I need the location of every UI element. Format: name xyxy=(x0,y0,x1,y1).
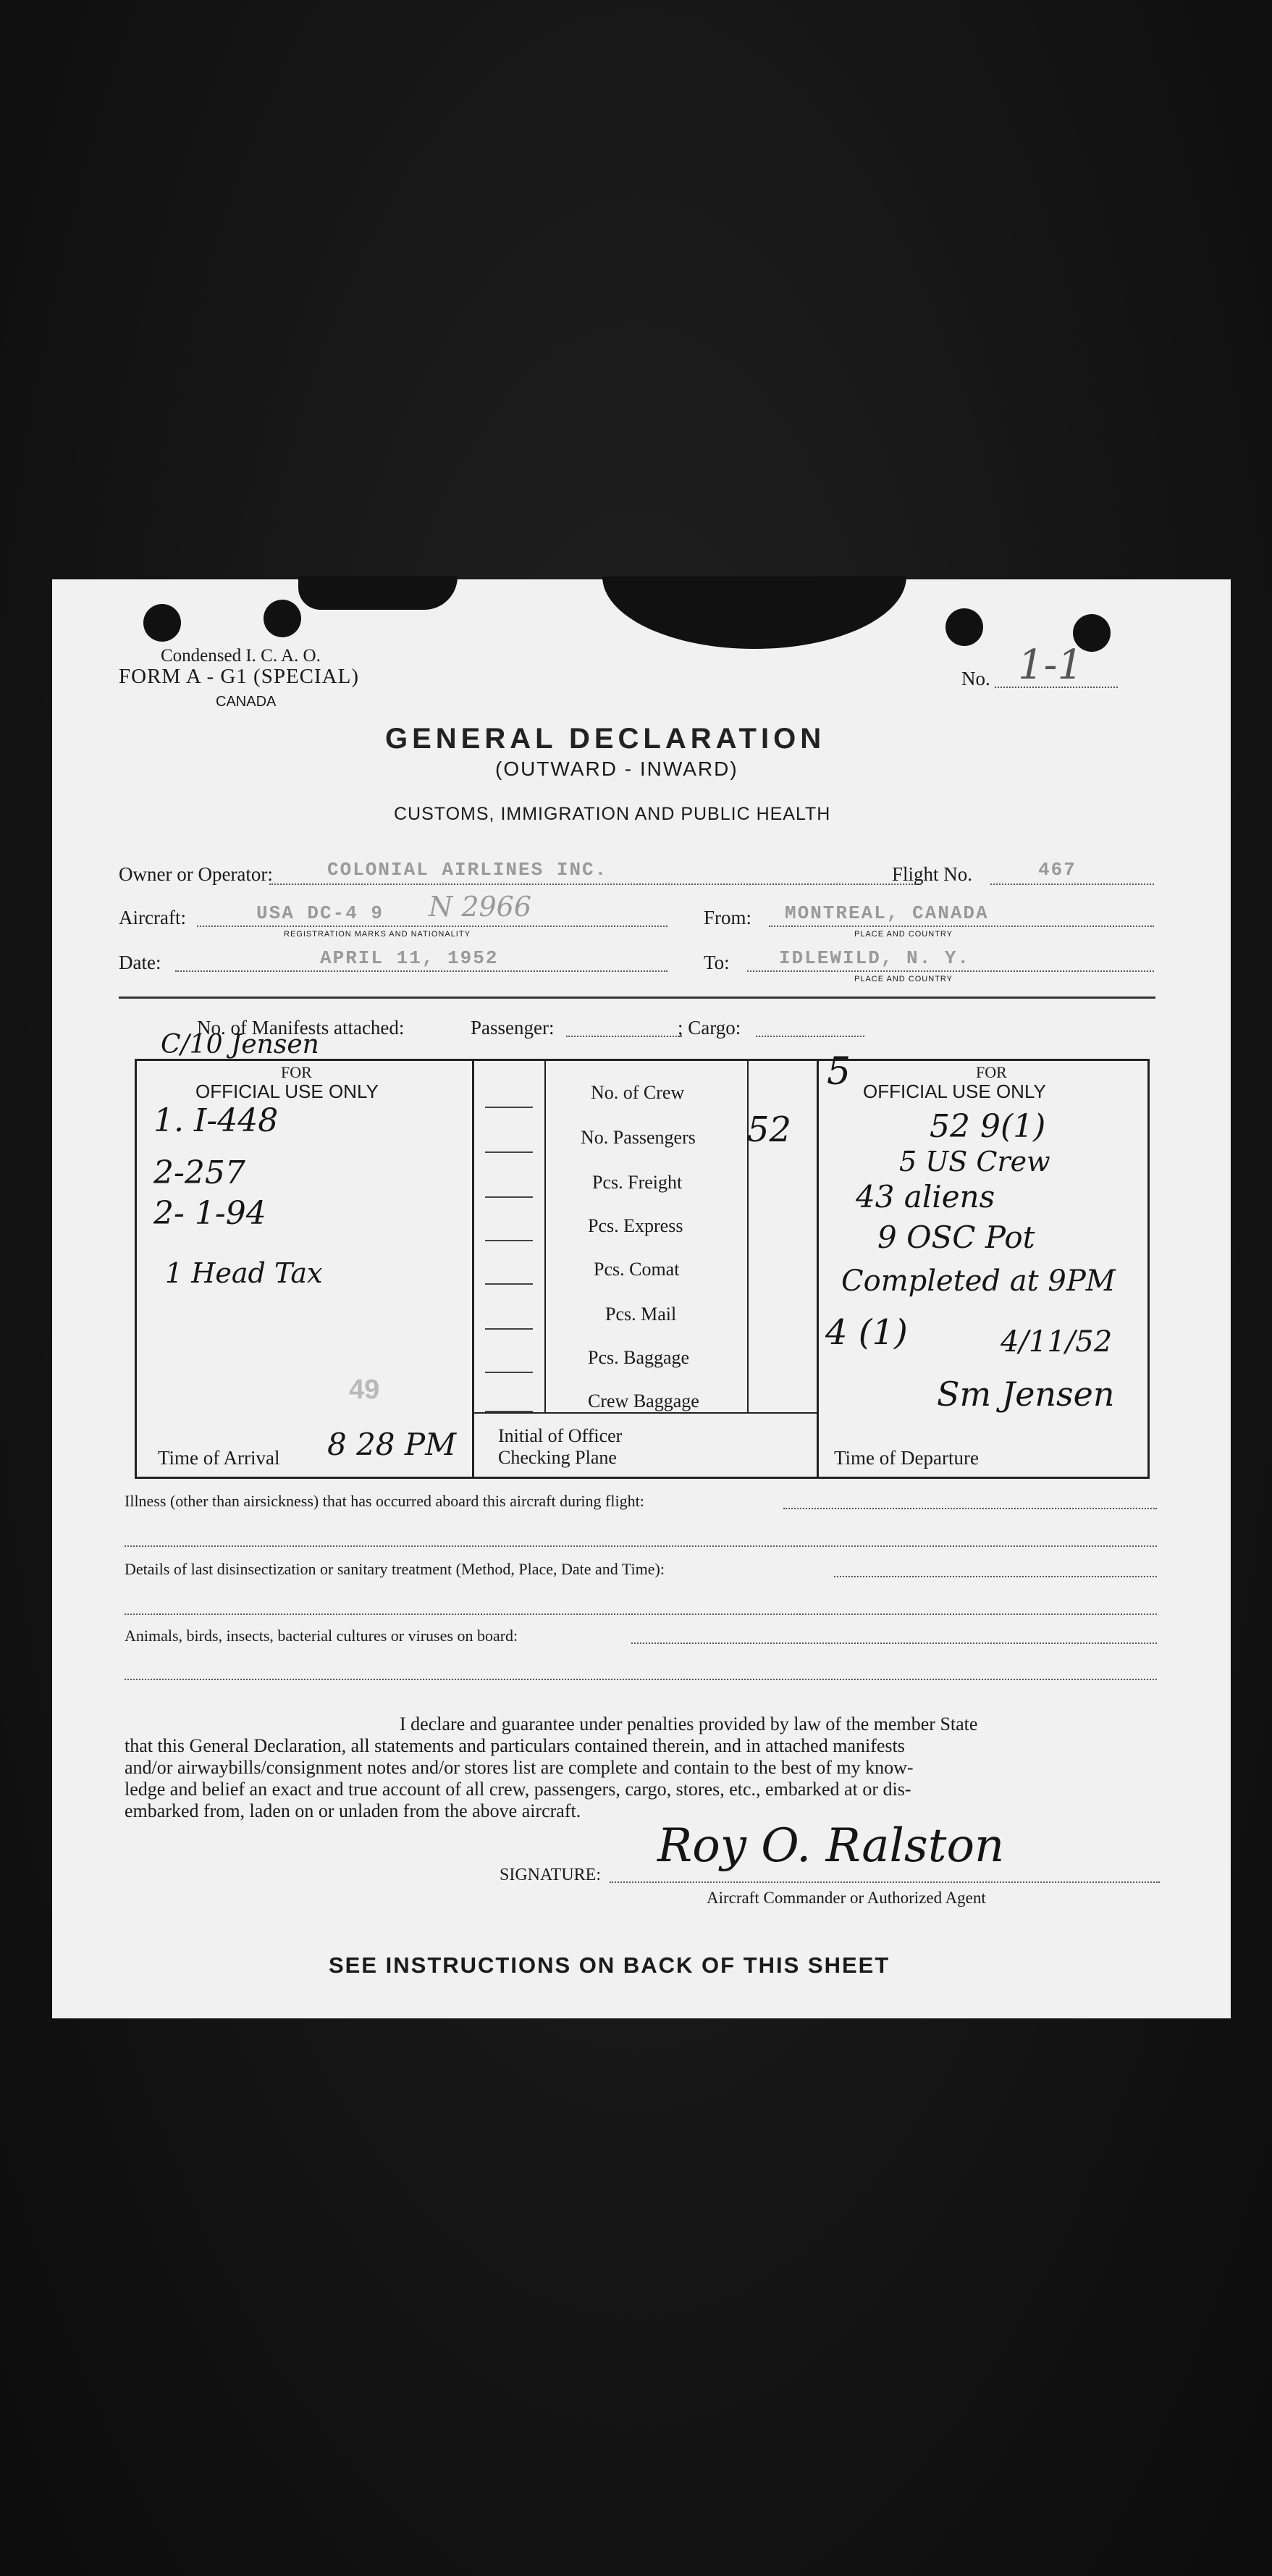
owner-value: COLONIAL AIRLINES INC. xyxy=(327,859,608,881)
owner-label: Owner or Operator: xyxy=(119,863,273,885)
flight-no-value: 467 xyxy=(1038,859,1077,881)
no-label: No. xyxy=(961,668,990,689)
no-value: 1-1 xyxy=(1018,642,1084,689)
aircraft-handwritten: N 2966 xyxy=(429,891,532,923)
to-label: To: xyxy=(704,952,730,973)
right-note-6: 4 (1) xyxy=(825,1312,908,1353)
general-declaration-form xyxy=(52,579,1231,2018)
initial-officer-label: Initial of Officer xyxy=(498,1425,623,1446)
left-for-label: FOR xyxy=(281,1063,312,1081)
right-note-1: 52 9(1) xyxy=(930,1108,1046,1145)
time-of-departure-label: Time of Departure xyxy=(834,1447,979,1469)
manifests-label: No. of Manifests attached: xyxy=(197,1017,405,1039)
right-note-2: 5 US Crew xyxy=(899,1146,1050,1178)
stamp-number: 49 xyxy=(349,1375,380,1405)
row-pcs-freight: Pcs. Freight xyxy=(592,1172,683,1193)
row-pcs-baggage: Pcs. Baggage xyxy=(588,1347,690,1368)
crew-value: 5 xyxy=(827,1050,851,1094)
torn-edge xyxy=(602,576,906,649)
from-label: From: xyxy=(704,907,752,928)
department-line: CUSTOMS, IMMIGRATION AND PUBLIC HEALTH xyxy=(394,804,831,824)
time-of-arrival-value: 8 28 PM xyxy=(327,1427,457,1462)
passenger-label: Passenger: xyxy=(471,1017,555,1039)
left-note-3: 2- 1-94 xyxy=(153,1195,266,1232)
signature-value: Roy O. Ralston xyxy=(657,1819,1005,1873)
cargo-label: ; Cargo: xyxy=(678,1017,741,1039)
right-official-use-label: OFFICIAL USE ONLY xyxy=(863,1081,1046,1102)
country-label: CANADA xyxy=(216,694,277,710)
condensed-icao-label: Condensed I. C. A. O. xyxy=(161,646,321,666)
passengers-value: 52 xyxy=(747,1109,792,1150)
time-of-arrival-label: Time of Arrival xyxy=(158,1447,280,1469)
checking-plane-label: Checking Plane xyxy=(498,1447,617,1468)
manifests-handwritten: C/10 Jensen xyxy=(161,1030,319,1060)
row-crew-baggage: Crew Baggage xyxy=(588,1390,699,1411)
declaration-line-5: embarked from, laden on or unladen from the above aircraft. xyxy=(125,1800,581,1821)
row-pcs-mail: Pcs. Mail xyxy=(605,1304,677,1325)
from-value: MONTREAL, CANADA xyxy=(785,902,989,924)
right-note-5: Completed at 9PM xyxy=(841,1264,1116,1298)
declaration-line-3: and/or airwaybills/consignment notes and/or stores list are complete and contain to the best of my know- xyxy=(125,1757,914,1778)
row-pcs-comat: Pcs. Comat xyxy=(594,1259,680,1280)
right-note-4: 9 OSC Pot xyxy=(877,1220,1035,1255)
row-no-of-crew: No. of Crew xyxy=(591,1082,685,1103)
right-for-label: FOR xyxy=(976,1063,1007,1081)
declaration-line-1: I declare and guarantee under penalties provided by law of the member State xyxy=(400,1713,978,1734)
to-caption: PLACE AND COUNTRY xyxy=(854,975,953,983)
torn-edge-small xyxy=(298,576,458,610)
punch-hole-2 xyxy=(264,600,301,637)
row-pcs-express: Pcs. Express xyxy=(588,1215,683,1236)
punch-hole-1 xyxy=(143,604,181,642)
aircraft-label: Aircraft: xyxy=(119,907,186,928)
right-note-3: 43 aliens xyxy=(856,1179,995,1214)
right-note-7: 4/11/52 xyxy=(1001,1325,1113,1359)
row-no-passengers: No. Passengers xyxy=(581,1127,696,1148)
instructions-footer: SEE INSTRUCTIONS ON BACK OF THIS SHEET xyxy=(329,1952,890,1978)
to-value: IDLEWILD, N. Y. xyxy=(779,947,971,969)
header-rule xyxy=(119,997,1155,999)
from-caption: PLACE AND COUNTRY xyxy=(854,930,953,939)
illness-label: Illness (other than airsickness) that has occurred aboard this aircraft during flight: xyxy=(125,1492,644,1510)
left-note-1: 1. I-448 xyxy=(153,1102,279,1139)
aircraft-value: USA DC-4 9 xyxy=(256,902,384,924)
animals-label: Animals, birds, insects, bacterial cultures or viruses on board: xyxy=(125,1627,518,1645)
flight-no-label: Flight No. xyxy=(892,863,973,885)
signature-caption: Aircraft Commander or Authorized Agent xyxy=(707,1889,986,1907)
punch-hole-3 xyxy=(945,608,983,646)
declaration-line-2: that this General Declaration, all statements and particulars contained therein, and in attached manifests xyxy=(125,1735,905,1756)
form-number-label: FORM A - G1 (SPECIAL) xyxy=(119,665,359,688)
left-note-2: 2-257 xyxy=(153,1154,245,1191)
aircraft-caption: REGISTRATION MARKS AND NATIONALITY xyxy=(284,930,471,939)
date-value: APRIL 11, 1952 xyxy=(320,947,499,969)
left-official-use-label: OFFICIAL USE ONLY xyxy=(195,1081,379,1102)
declaration-line-4: ledge and belief an exact and true account of all crew, passengers, cargo, stores, etc., embarked at or dis- xyxy=(125,1779,911,1800)
left-note-4: 1 Head Tax xyxy=(165,1257,323,1289)
right-note-8: Sm Jensen xyxy=(937,1375,1115,1414)
signature-label: SIGNATURE: xyxy=(500,1866,602,1884)
disinsectization-label: Details of last disinsectization or sanitary treatment (Method, Place, Date and Time): xyxy=(125,1560,665,1578)
date-label: Date: xyxy=(119,952,161,973)
form-subtitle: (OUTWARD - INWARD) xyxy=(495,758,738,780)
form-title: GENERAL DECLARATION xyxy=(385,723,826,755)
